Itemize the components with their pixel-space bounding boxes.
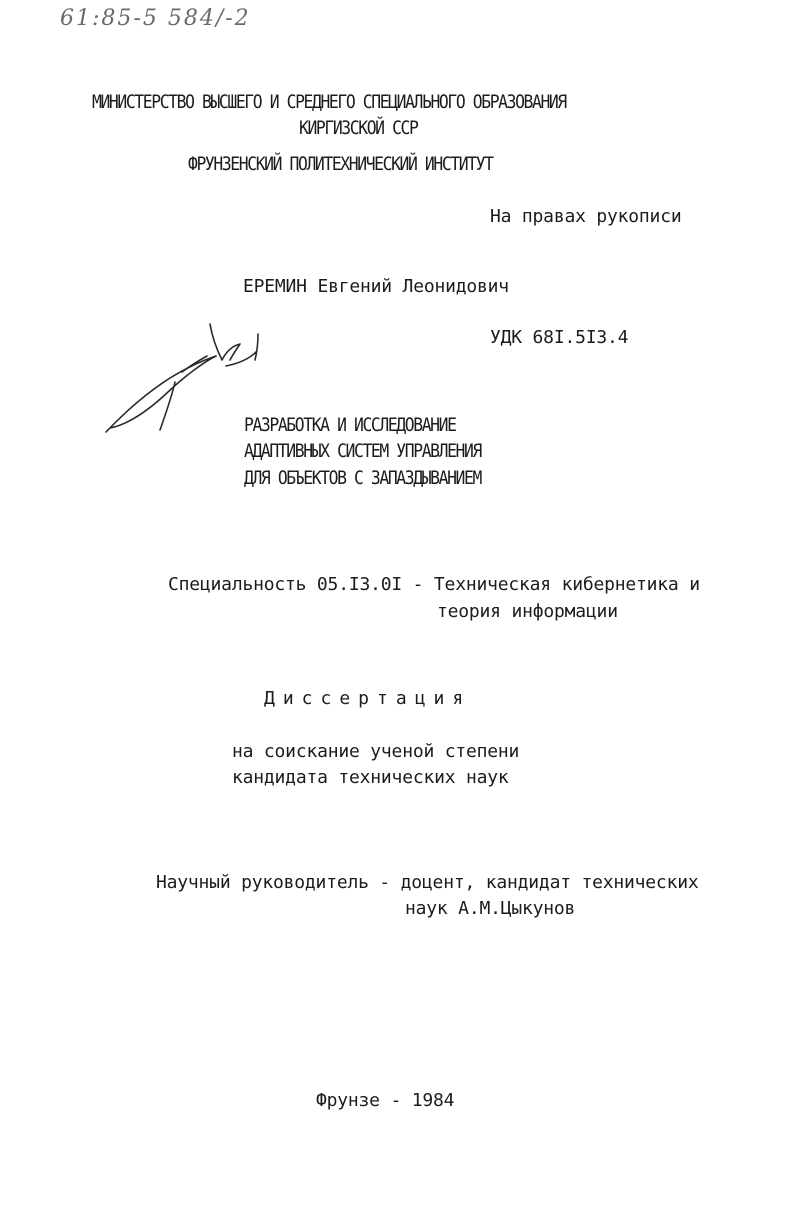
work-type: Диссертация bbox=[264, 688, 472, 709]
title-line-1: РАЗРАБОТКА И ИССЛЕДОВАНИЕ bbox=[244, 414, 456, 436]
manuscript-note: На правах рукописи bbox=[490, 206, 682, 227]
author-name: ЕРЕМИН Евгений Леонидович bbox=[243, 276, 509, 297]
institute-heading: ФРУНЗЕНСКИЙ ПОЛИТЕХНИЧЕСКИЙ ИНСТИТУТ bbox=[188, 153, 493, 175]
city-year: Фрунзе - 1984 bbox=[316, 1090, 455, 1111]
supervisor-line-2: наук А.М.Цыкунов bbox=[405, 898, 576, 919]
udc-code: УДК 68I.5I3.4 bbox=[490, 327, 629, 348]
title-line-3: ДЛЯ ОБЪЕКТОВ С ЗАПАЗДЫВАНИЕМ bbox=[244, 467, 481, 489]
archive-mark: 61:85-5 584/-2 bbox=[60, 6, 251, 31]
specialty-line-1: Специальность 05.I3.0I - Техническая кибернетика и bbox=[168, 574, 700, 595]
degree-line-1: на соискание ученой степени bbox=[232, 741, 520, 762]
degree-line-2: кандидата технических наук bbox=[232, 767, 509, 788]
specialty-line-2: теория информации bbox=[437, 601, 618, 622]
ministry-heading: МИНИСТЕРСТВО ВЫСШЕГО И СРЕДНЕГО СПЕЦИАЛЬНОГО ОБРАЗОВАНИЯ bbox=[92, 91, 566, 113]
supervisor-line-1: Научный руководитель - доцент, кандидат технических bbox=[156, 872, 699, 893]
republic-heading: КИРГИЗСКОЙ ССР bbox=[299, 117, 418, 139]
title-line-2: АДАПТИВНЫХ СИСТЕМ УПРАВЛЕНИЯ bbox=[244, 440, 481, 462]
